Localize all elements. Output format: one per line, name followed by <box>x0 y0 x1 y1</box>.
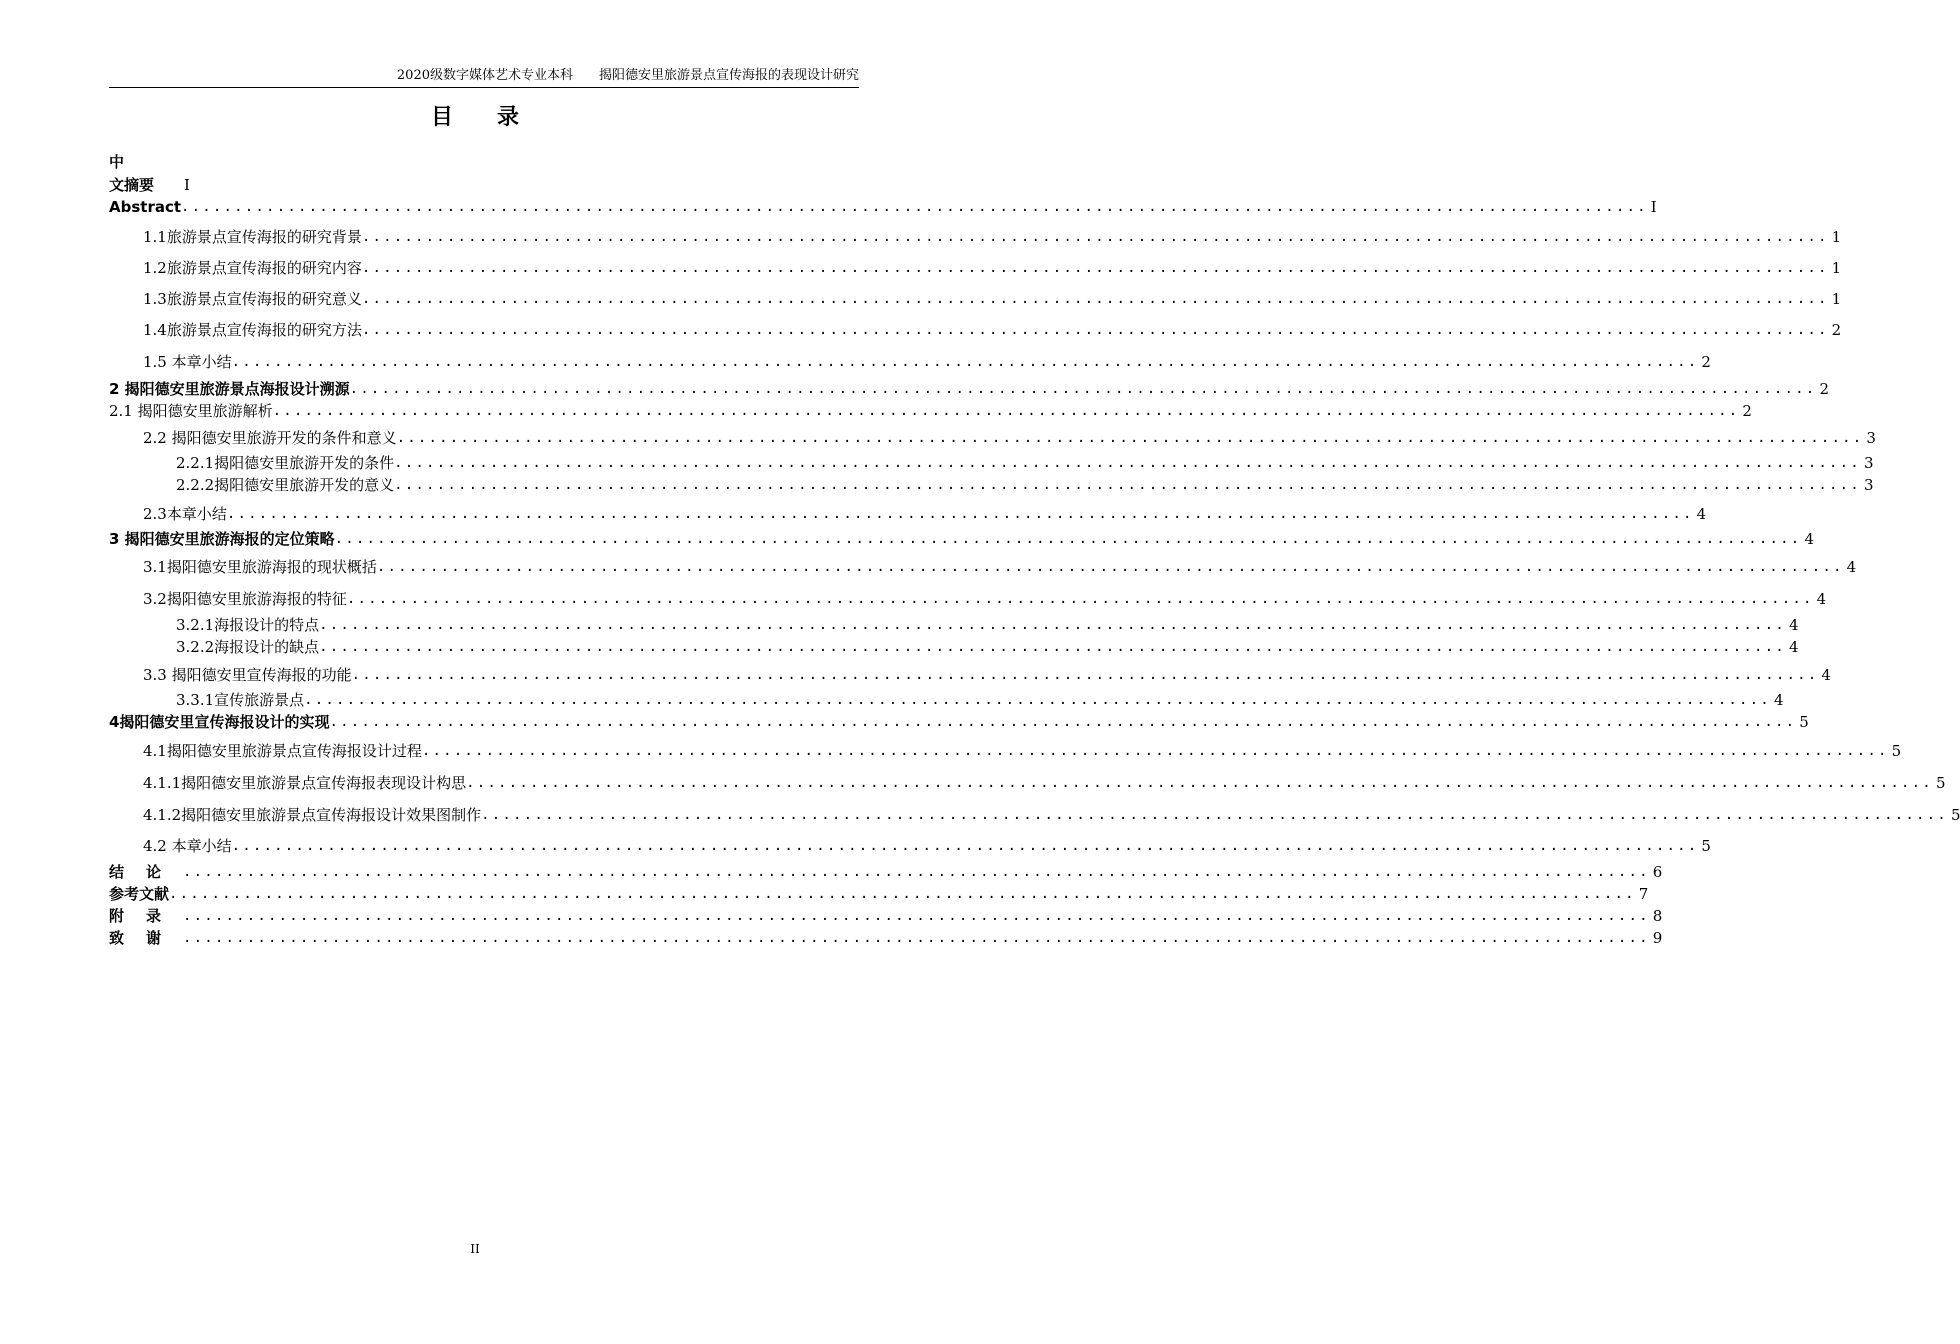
toc-entry[interactable] <box>109 712 1809 732</box>
toc-entry-page: 6 <box>1652 863 1663 881</box>
toc-entry-text: 1.1旅游景点宣传海报的研究背景 <box>143 228 362 246</box>
leader-dots: .......................................................................................................................................... <box>349 381 1817 397</box>
toc-entry-page: 2 <box>1742 402 1752 420</box>
leader-dots: .......................................................................................................................................... <box>231 354 1699 370</box>
leader-dots: .......................................................................................................................................... <box>181 199 1648 215</box>
leader-dots: .......................................................................................................................................... <box>361 260 1829 276</box>
toc-entry-text: 3.2揭阳德安里旅游海报的特征 <box>143 590 347 608</box>
toc-entry-text: 1.2旅游景点宣传海报的研究内容 <box>143 259 362 277</box>
toc-entry-page: 5 <box>1799 713 1809 731</box>
toc-entry-text: 3 揭阳德安里旅游海报的定位策略 <box>109 530 335 548</box>
toc-entry-page: 3 <box>1863 454 1874 472</box>
toc-entry[interactable] <box>176 475 1874 495</box>
toc-entry-page: 3 <box>1866 429 1876 447</box>
leader-dots: .......................................................................................................................................... <box>183 864 1650 880</box>
leader-dots: .......................................................................................................................................... <box>231 838 1699 854</box>
leader-dots: .......................................................................................................................................... <box>183 908 1650 924</box>
leader-dots: .......................................................................................................................................... <box>421 743 1889 759</box>
toc-entry-text: 1.5 本章小结 <box>143 353 232 371</box>
toc-entry[interactable] <box>176 637 1799 657</box>
leader-dots: .......................................................................................................................................... <box>396 430 1864 446</box>
toc-entry-text: 结论 <box>109 863 184 881</box>
leader-dots: .......................................................................................................................................... <box>319 639 1786 655</box>
toc-entry[interactable] <box>143 557 1857 577</box>
toc-entry-text: 4.1揭阳德安里旅游景点宣传海报设计过程 <box>143 742 422 760</box>
leader-dots: .......................................................................................................................................... <box>394 455 1861 471</box>
leader-dots: .......................................................................................................................................... <box>376 559 1844 575</box>
toc-entry-page: 5 <box>1891 742 1902 760</box>
toc-entry-text: 1.4旅游景点宣传海报的研究方法 <box>143 321 362 339</box>
toc-entry[interactable] <box>143 805 1960 825</box>
toc-entry[interactable] <box>176 615 1799 635</box>
toc-entry-page: 3 <box>1863 476 1874 494</box>
toc-entry-text: 4.2 本章小结 <box>143 837 232 855</box>
toc-entry[interactable] <box>109 379 1829 399</box>
toc-entry-text: 2.3本章小结 <box>143 505 227 523</box>
leader-dots: .......................................................................................................................................... <box>304 692 1771 708</box>
toc-entry[interactable] <box>176 453 1874 473</box>
running-header: 2020级数字媒体艺术专业本科 揭阳德安里旅游景点宣传海报的表现设计研究 <box>396 68 859 83</box>
leader-dots: .......................................................................................................................................... <box>481 807 1948 823</box>
leader-dots: .......................................................................................................................................... <box>361 229 1829 245</box>
toc-entry-page: 4 <box>1696 505 1707 523</box>
leader-dots: .......................................................................................................................................... <box>351 667 1819 683</box>
toc-entry-page: 4 <box>1821 666 1831 684</box>
leader-dots: .......................................................................................................................................... <box>226 506 1694 522</box>
toc-entry[interactable] <box>176 690 1784 710</box>
toc-entry-text: 1.3旅游景点宣传海报的研究意义 <box>143 290 362 308</box>
leader-dots: .......................................................................................................................................... <box>183 930 1650 946</box>
toc-entry-text: 3.1揭阳德安里旅游海报的现状概括 <box>143 558 377 576</box>
toc-entry-page: 2 <box>1831 321 1842 339</box>
toc-entry-text: 致谢 <box>109 929 184 947</box>
toc-entry-text: 3.3.1宣传旅游景点 <box>176 691 305 709</box>
toc-entry[interactable] <box>143 836 1711 856</box>
toc-entry[interactable] <box>143 428 1876 448</box>
toc-entry-page: 1 <box>1831 259 1842 277</box>
leader-dots: .......................................................................................................................................... <box>394 477 1861 493</box>
leader-dots: .......................................................................................................................................... <box>169 886 1636 902</box>
toc-entry-text: Abstract <box>109 198 182 216</box>
toc-entry-page: 4 <box>1816 590 1827 608</box>
toc-entry-text: 3.3 揭阳德安里宣传海报的功能 <box>143 666 352 684</box>
toc-entry-text: 4揭阳德安里宣传海报设计的实现 <box>109 713 330 731</box>
toc-entry[interactable] <box>109 884 1649 904</box>
toc-entry-text: 4.1.2揭阳德安里旅游景点宣传海报设计效果图制作 <box>143 806 482 824</box>
toc-entry[interactable] <box>143 773 1946 793</box>
toc-entry-text: 2.2 揭阳德安里旅游开发的条件和意义 <box>143 429 397 447</box>
toc-entry-page: 4 <box>1773 691 1784 709</box>
toc-entry-page: 5 <box>1701 837 1711 855</box>
toc-entry-text: 2.1 揭阳德安里旅游解析 <box>109 402 273 420</box>
toc-entry-text: 4.1.1揭阳德安里旅游景点宣传海报表现设计构思 <box>143 774 467 792</box>
toc-entry-page: 4 <box>1788 638 1799 656</box>
toc-entry[interactable] <box>143 289 1842 309</box>
toc-entry-text: 附录 <box>109 907 184 925</box>
toc-entry-page: 8 <box>1652 907 1663 925</box>
toc-entry-text: 2.2.2揭阳德安里旅游开发的意义 <box>176 476 395 494</box>
toc-entry-text: 2.2.1揭阳德安里旅游开发的条件 <box>176 454 395 472</box>
toc-entry-page: 5 <box>1935 774 1946 792</box>
toc-entry[interactable] <box>109 529 1814 549</box>
toc-entry-page: 7 <box>1638 885 1649 903</box>
toc-entry[interactable] <box>143 352 1711 372</box>
toc-entry-page: 4 <box>1788 616 1799 634</box>
toc-entry-text: 参考文献 <box>109 885 170 903</box>
toc-entry-text: 3.2.2海报设计的缺点 <box>176 638 320 656</box>
toc-entry-page: 9 <box>1652 929 1663 947</box>
toc-title: 目录 <box>430 105 563 130</box>
toc-entry-page: 5 <box>1950 806 1960 824</box>
toc-entry[interactable] <box>109 928 1663 948</box>
toc-entry-text: 2 揭阳德安里旅游景点海报设计溯源 <box>109 380 350 398</box>
toc-entry[interactable] <box>143 258 1842 278</box>
toc-entry[interactable] <box>143 741 1902 761</box>
leader-dots: .......................................................................................................................................... <box>319 617 1786 633</box>
leader-dots: .......................................................................................................................................... <box>346 591 1814 607</box>
toc-entry[interactable] <box>109 906 1663 926</box>
toc-entry-text: 3.2.1海报设计的特点 <box>176 616 320 634</box>
toc-entry-abstract-cn-part1[interactable]: 中 <box>109 153 125 171</box>
toc-entry-page: 2 <box>1819 380 1829 398</box>
leader-dots: .......................................................................................................................................... <box>361 322 1829 338</box>
toc-entry[interactable] <box>143 320 1842 340</box>
toc-entry-abstract-cn-page: Ⅰ <box>184 176 190 194</box>
toc-entry[interactable] <box>109 862 1663 882</box>
toc-entry[interactable] <box>109 401 1752 421</box>
toc-entry-page: 1 <box>1831 290 1842 308</box>
toc-entry-page: 4 <box>1846 558 1857 576</box>
toc-entry-page: 4 <box>1804 530 1814 548</box>
toc-entry-page: 1 <box>1831 228 1842 246</box>
toc-entry[interactable] <box>143 504 1707 524</box>
page-number: II <box>470 1242 480 1256</box>
toc-entry[interactable] <box>143 227 1842 247</box>
leader-dots: .......................................................................................................................................... <box>466 775 1933 791</box>
toc-entry[interactable] <box>143 589 1827 609</box>
toc-entry-page: Ⅰ <box>1650 198 1657 216</box>
leader-dots: .......................................................................................................................................... <box>334 531 1802 547</box>
leader-dots: .......................................................................................................................................... <box>361 291 1829 307</box>
leader-dots: .......................................................................................................................................... <box>272 403 1740 419</box>
leader-dots: .......................................................................................................................................... <box>329 714 1797 730</box>
toc-entry-page: 2 <box>1701 353 1711 371</box>
toc-entry[interactable] <box>143 665 1831 685</box>
toc-entry[interactable] <box>109 197 1657 217</box>
toc-entry-abstract-cn-part2[interactable]: 文摘要 <box>109 176 155 194</box>
